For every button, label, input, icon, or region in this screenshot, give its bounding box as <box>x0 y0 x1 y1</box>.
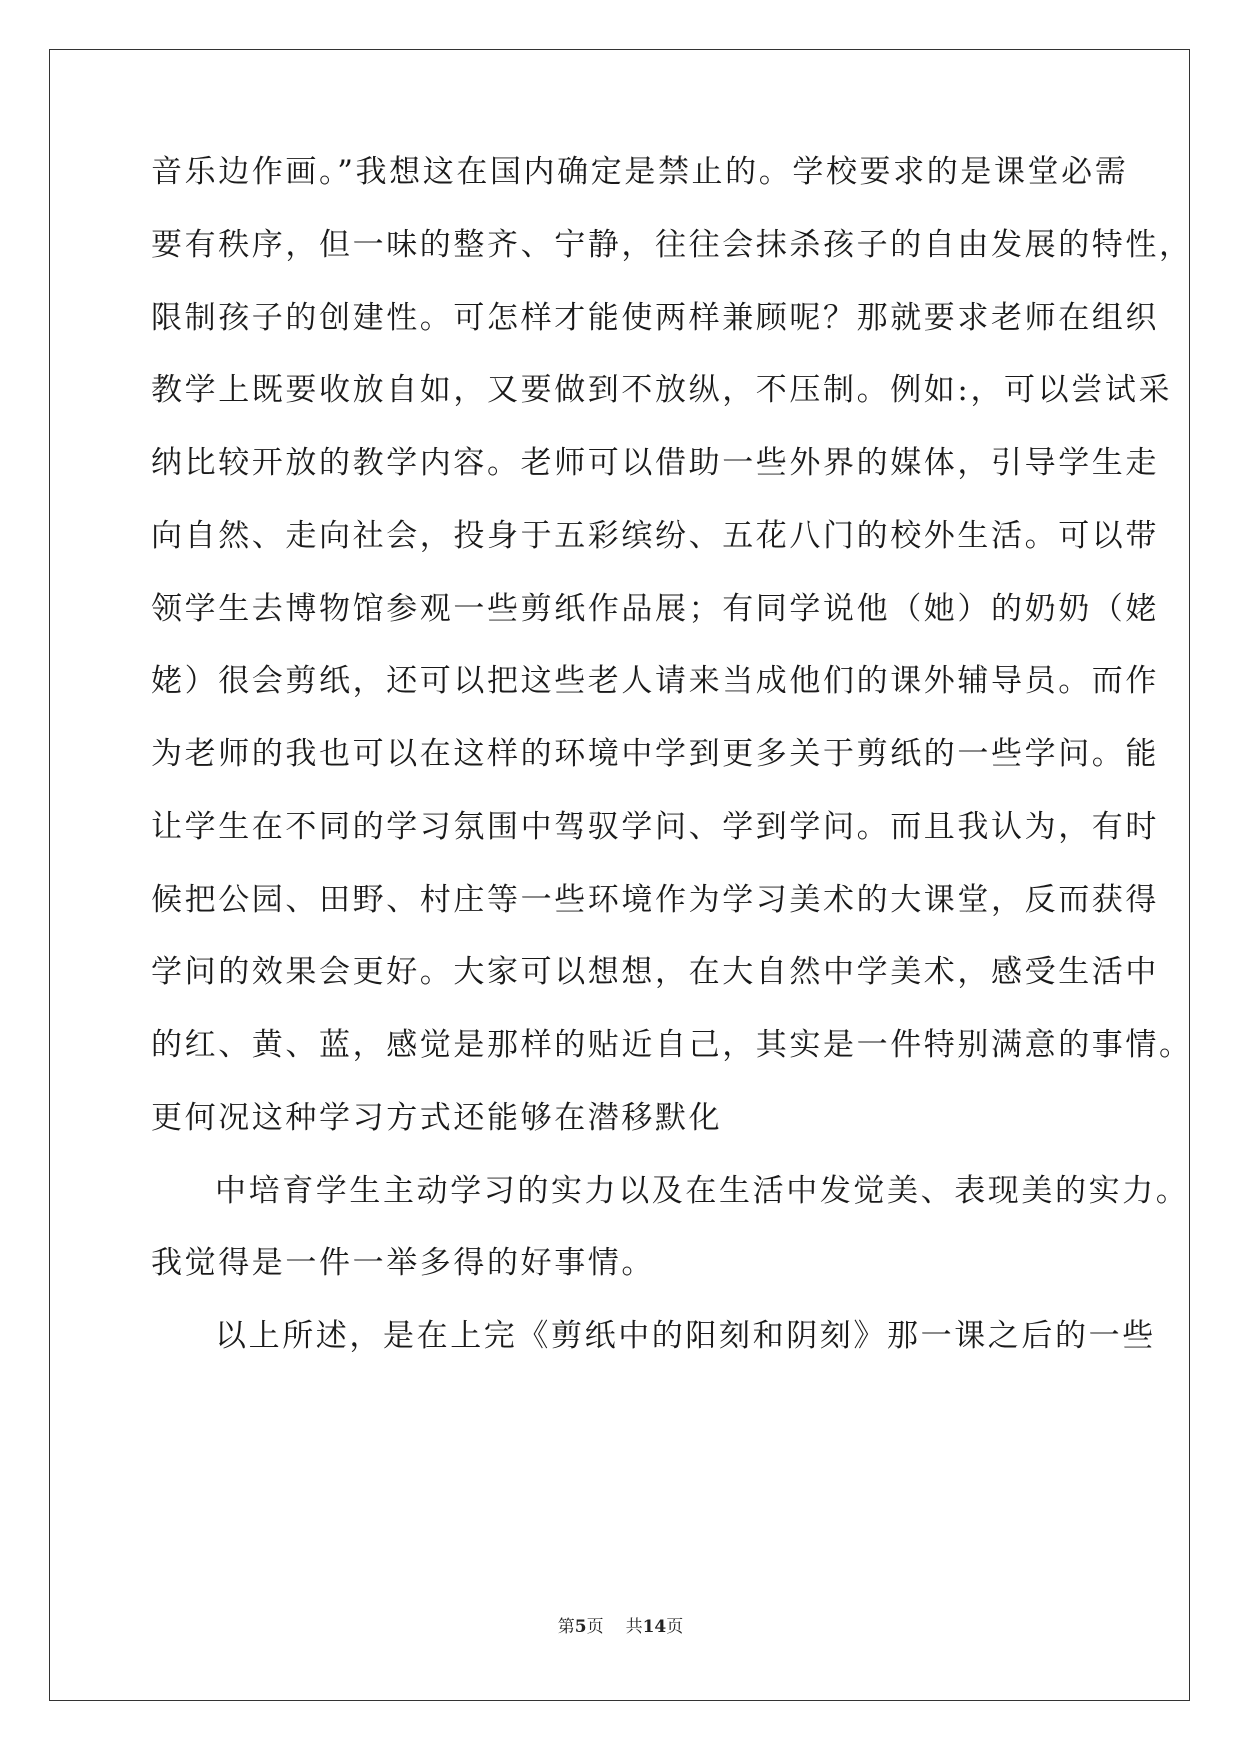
text-line-10: 让学生在不同的学习氛围中驾驭学问、学到学问。而且我认为，有时 <box>151 809 1159 845</box>
text-line-7: 领学生去博物馆参观一些剪纸作品展；有同学说他（她）的奶奶（姥 <box>151 591 1159 627</box>
total-suffix: 页 <box>666 1617 684 1637</box>
text-line-6: 向自然、走向社会，投身于五彩缤纷、五花八门的校外生活。可以带 <box>151 518 1159 554</box>
text-line-2: 要有秩序，但一味的整齐、宁静，往往会抹杀孩子的自由发展的特性， <box>151 227 1193 263</box>
text-line-14: 更何况这种学习方式还能够在潜移默化 <box>151 1100 723 1136</box>
text-line-4: 教学上既要收放自如，又要做到不放纵，不压制。例如:，可以尝试采 <box>151 372 1173 408</box>
text-line-12: 学问的效果会更好。大家可以想想，在大自然中学美术，感受生活中 <box>151 954 1159 990</box>
text-line-3: 限制孩子的创建性。可怎样才能使两样兼顾呢？那就要求老师在组织 <box>151 300 1159 336</box>
text-line-8: 姥）很会剪纸，还可以把这些老人请来当成他们的课外辅导员。而作 <box>151 663 1159 699</box>
total-prefix: 共 <box>625 1617 643 1637</box>
text-line-5: 纳比较开放的教学内容。老师可以借助一些外界的媒体，引导学生走 <box>151 445 1159 481</box>
page-footer <box>0 1616 1241 1638</box>
text-line-9: 为老师的我也可以在这样的环境中学到更多关于剪纸的一些学问。能 <box>151 736 1159 772</box>
page-prefix: 第 <box>557 1617 575 1637</box>
text-line-11: 候把公园、田野、村庄等一些环境作为学习美术的大课堂，反而获得 <box>151 882 1159 918</box>
text-line-16: 我觉得是一件一举多得的好事情。 <box>151 1245 655 1281</box>
page-suffix: 页 <box>586 1617 604 1637</box>
page-border <box>49 49 1193 1701</box>
text-line-13: 的红、黄、蓝，感觉是那样的贴近自己，其实是一件特别满意的事情。 <box>151 1027 1193 1063</box>
text-line-1: 音乐边作画。”我想这在国内确定是禁止的。学校要求的是课堂必需 <box>151 154 1129 190</box>
paragraph-line-17: 以上所述，是在上完《剪纸中的阳刻和阴刻》那一课之后的一些 <box>215 1318 1156 1354</box>
total-pages: 14 <box>642 1617 667 1637</box>
paragraph-line-15: 中培育学生主动学习的实力以及在生活中发觉美、表现美的实力。 <box>215 1173 1190 1209</box>
page-number: 5 <box>574 1617 587 1637</box>
